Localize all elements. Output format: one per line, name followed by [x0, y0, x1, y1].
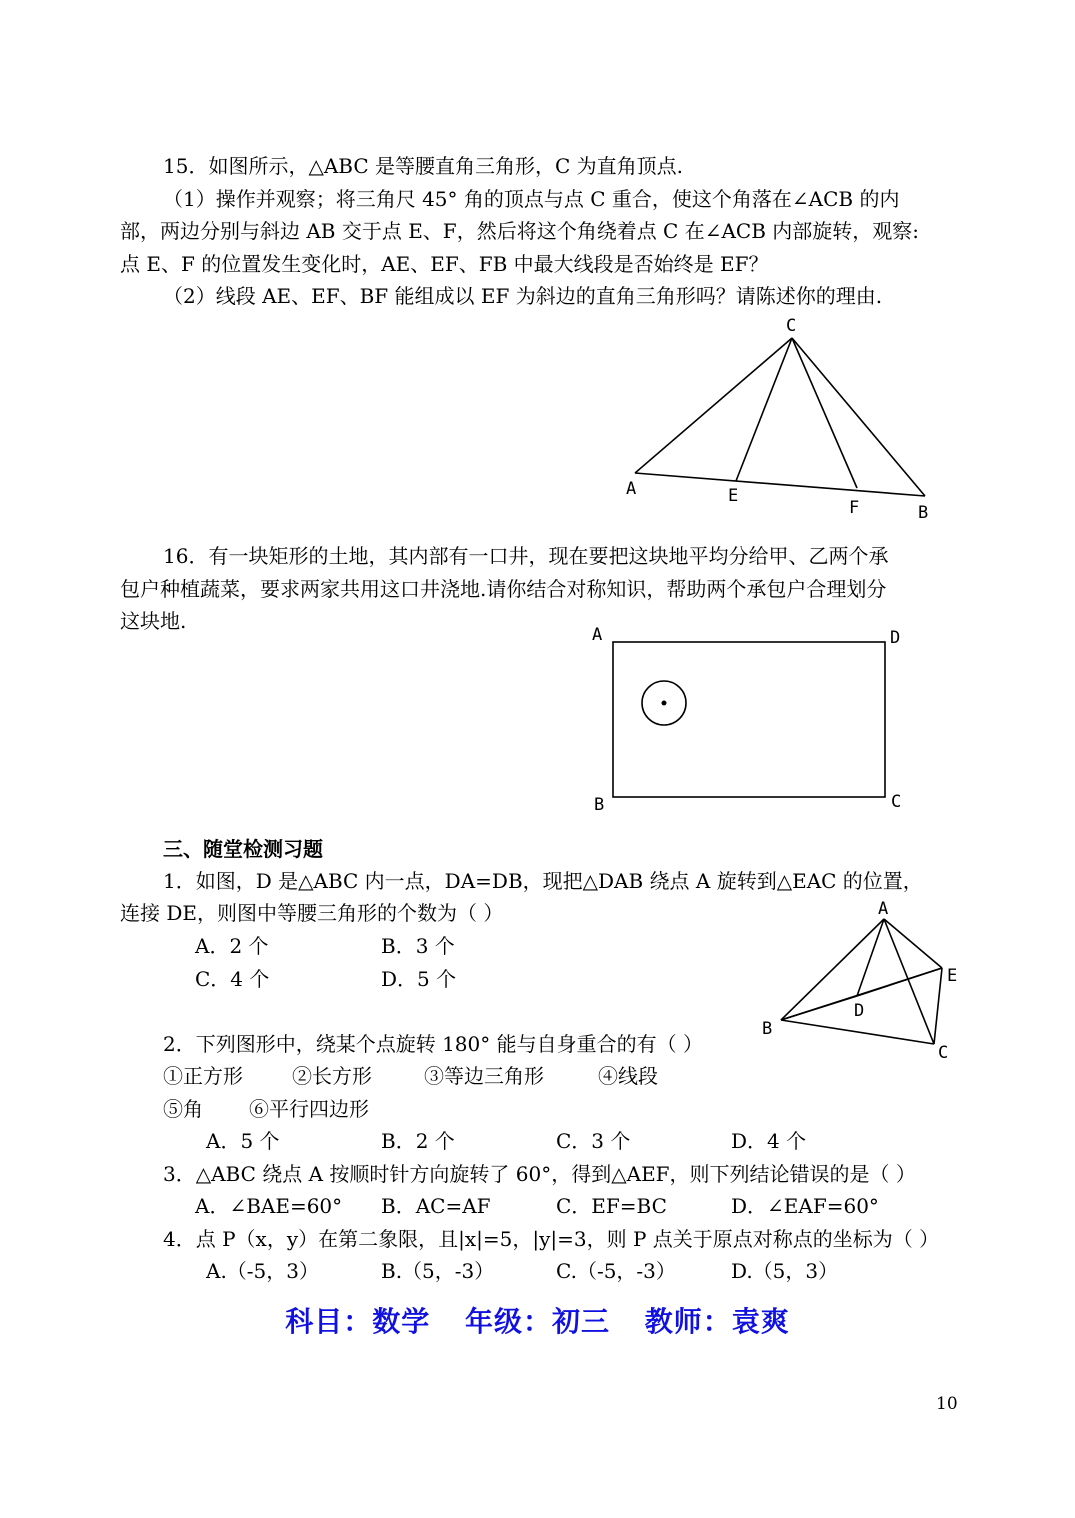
p1-option-b: B．3 个 [381, 934, 455, 958]
section3-heading: 三、随堂检测习题 [163, 837, 323, 861]
p2-shape-4: ④线段 [598, 1064, 658, 1088]
p1-label-e: E [947, 966, 958, 986]
p3-option-a: A．∠BAE=60° [195, 1194, 343, 1218]
p1-label-d: D [854, 1001, 865, 1021]
p4-option-b: B.（5，-3） [381, 1259, 495, 1283]
q16-label-a: A [592, 625, 603, 645]
q16-label-b: B [594, 795, 605, 815]
p3-option-b: B．AC=AF [381, 1194, 491, 1218]
p2-option-b: B．2 个 [381, 1129, 455, 1153]
q15-part1-line2: 部，两边分别与斜边 AB 交于点 E、F，然后将这个角绕着点 C 在∠ACB 内部旋转，观察: [120, 219, 920, 243]
q15-label-f: F [849, 498, 860, 518]
page-number: 10 [936, 1394, 958, 1414]
p2-option-a: A．5 个 [206, 1129, 280, 1153]
p3-option-d: D．∠EAF=60° [731, 1194, 879, 1218]
q15-part2: （2）线段 AE、EF、BF 能组成以 EF 为斜边的直角三角形吗？请陈述你的理由. [163, 284, 883, 308]
q15-part1-line1: （1）操作并观察；将三角尺 45° 角的顶点与点 C 重合，使这个角落在∠ACB 的内 [163, 187, 900, 211]
p3-stem: 3．△ABC 绕点 A 按顺时针方向旋转了 60°，得到△AEF，则下列结论错误的是（ ） [163, 1162, 916, 1186]
q16-line2: 包户种植蔬菜，要求两家共用这口井浇地.请你结合对称知识，帮助两个承包户合理划分 [120, 577, 887, 601]
q16-label-d: D [890, 628, 901, 648]
p1-line2: 连接 DE，则图中等腰三角形的个数为（ ） [120, 901, 504, 925]
p1-label-c: C [938, 1043, 949, 1063]
p1-option-d: D．5 个 [381, 967, 457, 991]
q16-line3: 这块地. [120, 609, 187, 633]
q15-label-e: E [728, 486, 739, 506]
p2-option-d: D．4 个 [731, 1129, 807, 1153]
footer-banner: 科目：数学 年级：初三 教师：袁爽 [285, 1305, 790, 1338]
p1-label-a: A [878, 899, 889, 919]
p4-option-a: A.（-5，3） [206, 1259, 320, 1283]
p2-shape-1: ①正方形 [163, 1064, 243, 1088]
q16-label-c: C [891, 792, 902, 812]
q15-label-b: B [918, 503, 929, 523]
p2-shape-6: ⑥平行四边形 [249, 1097, 369, 1121]
p1-option-c: C．4 个 [195, 967, 270, 991]
p1-label-b: B [762, 1019, 773, 1039]
p3-option-c: C．EF=BC [556, 1194, 667, 1218]
p2-shape-2: ②长方形 [292, 1064, 372, 1088]
p2-stem: 2．下列图形中，绕某个点旋转 180° 能与自身重合的有（ ） [163, 1032, 703, 1056]
q15-title: 15．如图所示，△ABC 是等腰直角三角形，C 为直角顶点. [163, 154, 684, 178]
p4-stem: 4．点 P（x，y）在第二象限，且|x|=5，|y|=3，则 P 点关于原点对称点的坐标为（ ） [163, 1227, 940, 1251]
q15-part1-line3: 点 E、F 的位置发生变化时，AE、EF、FB 中最大线段是否始终是 EF？ [120, 252, 769, 276]
p4-option-c: C.（-5，-3） [556, 1259, 676, 1283]
q16-line1: 16．有一块矩形的土地，其内部有一口井，现在要把这块地平均分给甲、乙两个承 [163, 544, 889, 568]
q15-label-c: C [786, 316, 797, 336]
p2-shape-5: ⑤角 [163, 1097, 203, 1121]
p2-shape-3: ③等边三角形 [424, 1064, 544, 1088]
p2-option-c: C．3 个 [556, 1129, 631, 1153]
p1-line1: 1．如图，D 是△ABC 内一点，DA=DB，现把△DAB 绕点 A 旋转到△EAC 的位置， [163, 869, 923, 893]
p4-option-d: D.（5，3） [731, 1259, 839, 1283]
p1-option-a: A．2 个 [195, 934, 269, 958]
q15-label-a: A [626, 479, 637, 499]
